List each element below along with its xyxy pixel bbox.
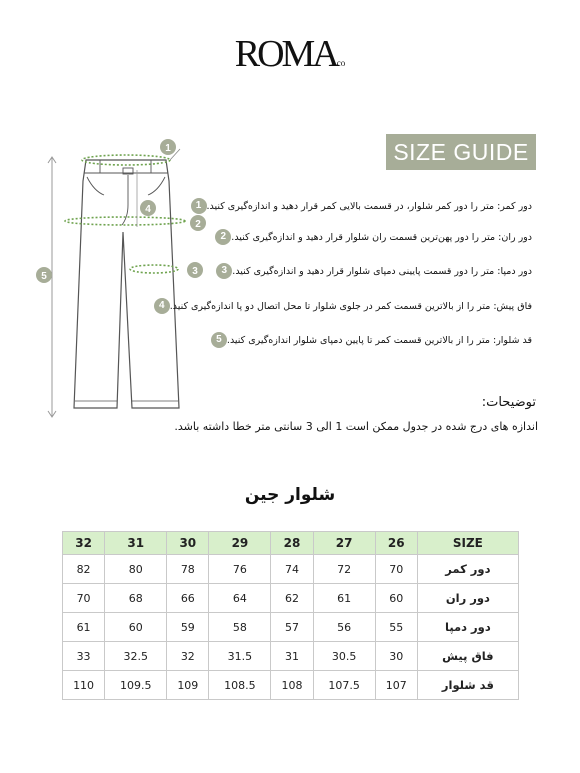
brand-name: ROMA: [234, 33, 337, 75]
row-label: قد شلوار: [417, 671, 518, 700]
table-row: [63, 671, 519, 700]
notes-text: اندازه های درج شده در جدول ممکن است 1 الی 3 سانتی متر خطا داشته باشد.: [174, 420, 538, 433]
instruction-text: دور دمپا: متر را دور قسمت پایینی دمپای شلوار قرار دهید و اندازه‌گیری کنید.: [232, 265, 532, 277]
header-cell: 27: [313, 532, 375, 555]
size-table: [62, 531, 519, 700]
header-cell: SIZE: [417, 532, 518, 555]
instruction-text: قد شلوار: متر را از بالاترین قسمت کمر تا پایین دمپای شلوار اندازه‌گیری کنید.: [226, 334, 532, 346]
number-badge: 5: [211, 332, 227, 348]
table-cell: 72: [313, 555, 375, 584]
diagram-marker-3: [187, 262, 203, 278]
instruction-item: [211, 332, 540, 348]
svg-text:1: 1: [165, 143, 171, 154]
table-cell: 82: [63, 555, 105, 584]
table-cell: 59: [167, 613, 209, 642]
table-cell: 108: [271, 671, 313, 700]
table-cell: 61: [63, 613, 105, 642]
svg-text:3: 3: [192, 266, 198, 277]
table-cell: 74: [271, 555, 313, 584]
table-cell: 60: [105, 613, 167, 642]
header-cell: 29: [209, 532, 271, 555]
table-cell: 109: [167, 671, 209, 700]
notes-title: توضیحات:: [481, 395, 536, 410]
table-cell: 30.5: [313, 642, 375, 671]
instruction-text: دور کمر: متر را دور کمر شلوار، در قسمت بالایی کمر قرار دهید و اندازه‌گیری کنید.: [206, 200, 532, 212]
table-cell: 60: [375, 584, 417, 613]
table-cell: 76: [209, 555, 271, 584]
table-cell: 61: [313, 584, 375, 613]
table-cell: 70: [375, 555, 417, 584]
header-cell: 30: [167, 532, 209, 555]
diagram-marker-5: [36, 267, 52, 283]
table-row: [63, 584, 519, 613]
table-cell: 107: [375, 671, 417, 700]
number-badge: 3: [216, 263, 232, 279]
table-row: [63, 555, 519, 584]
table-cell: 64: [209, 584, 271, 613]
brand-suffix: co: [336, 58, 346, 68]
pants-diagram: [30, 135, 210, 420]
table-cell: 56: [313, 613, 375, 642]
table-cell: 62: [271, 584, 313, 613]
table-cell: 66: [167, 584, 209, 613]
row-label: دور ران: [417, 584, 518, 613]
table-cell: 30: [375, 642, 417, 671]
table-cell: 32: [167, 642, 209, 671]
table-cell: 58: [209, 613, 271, 642]
table-cell: 80: [105, 555, 167, 584]
table-row: [63, 613, 519, 642]
svg-text:2: 2: [195, 219, 201, 230]
table-cell: 78: [167, 555, 209, 584]
table-cell: 108.5: [209, 671, 271, 700]
svg-text:5: 5: [41, 271, 47, 282]
row-label: فاق پیش: [417, 642, 518, 671]
table-header-row: [63, 532, 519, 555]
header-cell: 26: [375, 532, 417, 555]
number-badge: 1: [191, 198, 207, 214]
instruction-item: [191, 198, 540, 214]
svg-text:4: 4: [145, 204, 151, 215]
header-cell: 28: [271, 532, 313, 555]
table-cell: 31: [271, 642, 313, 671]
instruction-text: دور ران: متر را دور پهن‌ترین قسمت ران شلوار قرار دهید و اندازه‌گیری کنید.: [231, 231, 532, 243]
table-cell: 70: [63, 584, 105, 613]
instruction-item: [154, 298, 540, 314]
number-badge: 2: [215, 229, 231, 245]
instruction-item: [216, 263, 540, 279]
table-cell: 109.5: [105, 671, 167, 700]
diagram-marker-4: [140, 200, 156, 216]
table-cell: 31.5: [209, 642, 271, 671]
table-cell: 33: [63, 642, 105, 671]
table-cell: 57: [271, 613, 313, 642]
size-guide-banner: SIZE GUIDE: [386, 134, 536, 170]
header-cell: 31: [105, 532, 167, 555]
table-cell: 110: [63, 671, 105, 700]
brand-logo: [0, 32, 580, 76]
table-cell: 68: [105, 584, 167, 613]
table-cell: 55: [375, 613, 417, 642]
table-cell: 32.5: [105, 642, 167, 671]
instruction-text: فاق پیش: متر را از بالاترین قسمت کمر در جلوی شلوار تا محل اتصال دو پا اندازه‌گیری کنید.: [169, 300, 532, 312]
diagram-marker-1: [160, 139, 176, 155]
table-cell: 107.5: [313, 671, 375, 700]
diagram-marker-2: [190, 215, 206, 231]
instruction-item: [215, 229, 540, 245]
number-badge: 4: [154, 298, 170, 314]
header-cell: 32: [63, 532, 105, 555]
row-label: دور دمپا: [417, 613, 518, 642]
row-label: دور کمر: [417, 555, 518, 584]
table-title: شلوار جین: [244, 485, 336, 505]
table-row: [63, 642, 519, 671]
